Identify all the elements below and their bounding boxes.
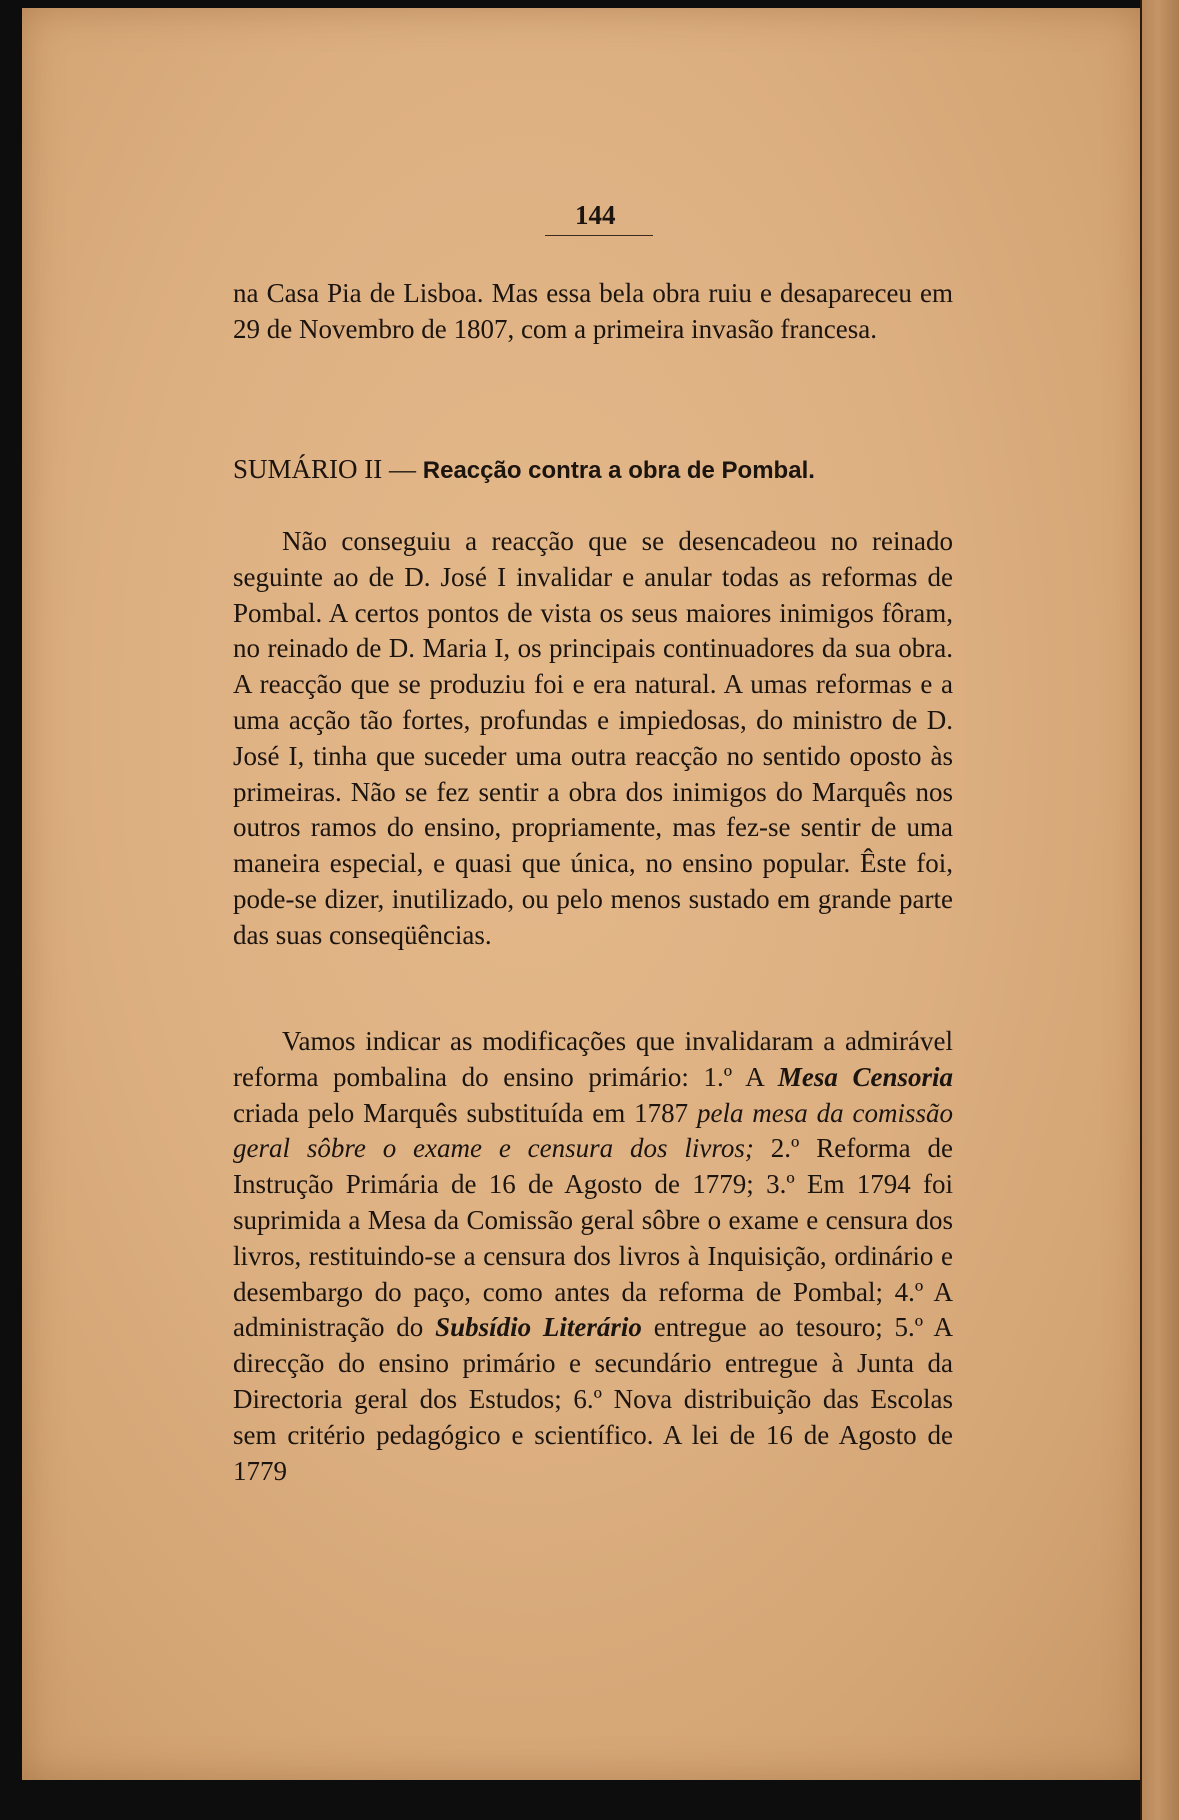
para-two-part2: criada pelo Marquês substituída em 1787 [233, 1097, 697, 1128]
summary-dash: — [382, 454, 423, 484]
comissao-term: pela mesa da comissão geral sôbre o exame e censura dos livros; [233, 1097, 953, 1164]
summary-label: SUMÁRIO II [233, 454, 383, 484]
body-paragraph-one: Não conseguiu a reacção que se desencadeou no reinado seguinte ao de D. José I invalidar e anular todas as reformas de Pombal. A certos pontos de vista os seus maiores inimigos fôram, no reinado de D. Maria I, os principais continuadores da sua obra. A reacção que se produziu foi e era natural. A umas reformas e a uma acção tão fortes, profundas e impiedosas, do ministro de D. José I, tinha que suceder uma outra reacção no sentido oposto às primeiras. Não se fez sentir a obra dos inimigos do Marquês nos outros ramos do ensino, propriamente, mas fez-se sentir de uma maneira especial, e quasi que única, no ensino popular. Êste foi, pode-se dizer, inutilizado, ou pelo menos sustado em grande parte das suas conseqüências. [233, 526, 953, 950]
mesa-censoria-term: Mesa Censoria [777, 1061, 953, 1092]
para-two-part3: 2.º Reforma de Instrução Primária de 16 de Agosto de 1779; 3.º Em 1794 foi suprimida a Mesa da Comissão geral sôbre o exame e censura dos livros, restituindo-se a censura dos livros à Inquisição, ordinário e desembargo do paço, como antes da reforma de Pombal; 4.º A administração do [233, 1133, 953, 1343]
subsidio-term: Subsídio Literário [435, 1312, 642, 1343]
para-two-part4: entregue ao tesouro; 5.º A direcção do ensino primário e secundário entregue à Junta da Directoria geral dos Estudos; 6.º Nova distribuição das Escolas sem critério pedagógico e scientífico. A lei de 16 de Agosto de 1779 [233, 1312, 953, 1486]
intro-paragraph: na Casa Pia de Lisboa. Mas essa bela obra ruiu e desapareceu em 29 de Novembro de 1807, com a primeira invasão francesa. [233, 278, 953, 344]
page-number-rule [545, 235, 653, 236]
para-two-part1: Vamos indicar as modificações que invalidaram a admirável reforma pombalina do ensino primário: 1.º A [233, 1026, 953, 1092]
summary-title: Reacção contra a obra de Pombal. [422, 457, 815, 484]
adjacent-page-edge [1140, 0, 1179, 1820]
page-number: 144 [575, 200, 616, 230]
summary-heading [233, 454, 953, 485]
body-paragraph-two [233, 1024, 953, 1489]
